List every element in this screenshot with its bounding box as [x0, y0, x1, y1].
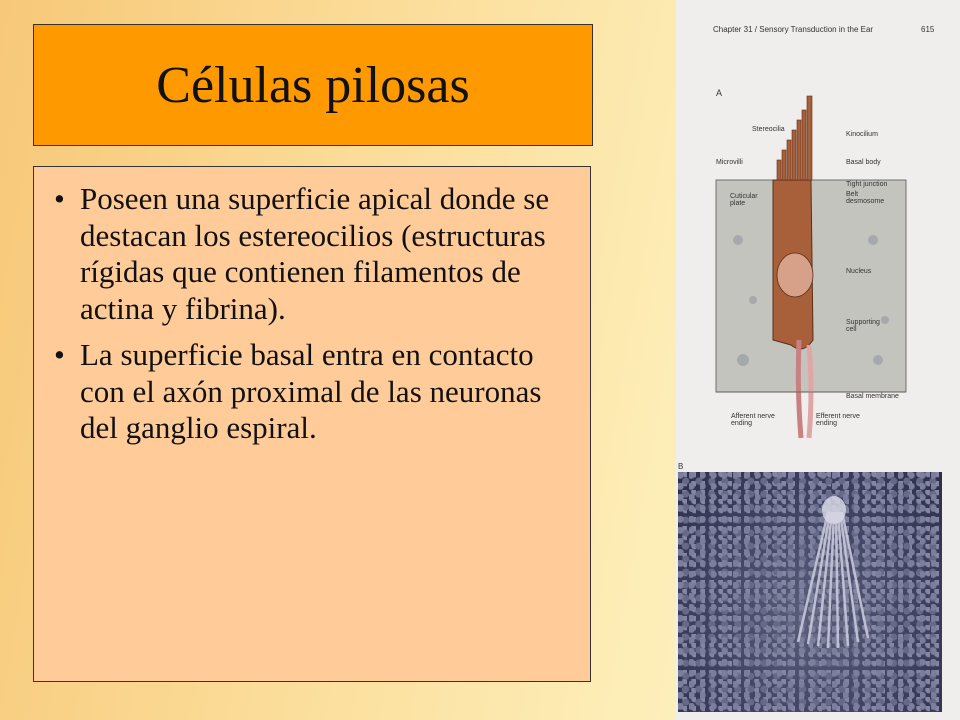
book-header: Chapter 31 / Sensory Transduction in the Ear — [713, 25, 874, 34]
panel-b-letter: B — [678, 462, 684, 471]
label-basal-body: Basal body — [846, 159, 881, 166]
hair-bundle-image — [678, 472, 942, 712]
label-belt-desmosome: Belt desmosome — [846, 191, 885, 205]
label-cuticular-plate: Cuticular plate — [730, 193, 758, 207]
bullet-text: La superficie basal entra en contacto con el axón proximal de las neuronas del ganglio espiral. — [80, 337, 542, 446]
panel-a-letter: A — [716, 88, 723, 98]
label-efferent-nerve: Efferent nerve ending — [816, 413, 860, 427]
label-kinocilium: Kinocilium — [846, 131, 878, 138]
label-afferent-nerve: Afferent nerve ending — [731, 413, 775, 427]
slide-title: Células pilosas — [156, 56, 470, 114]
efferent-nerve — [809, 345, 811, 438]
book-page-number: 615 — [921, 25, 935, 34]
label-stereocilia: Stereocilia — [752, 126, 785, 133]
bullet-text: Poseen una superficie apical donde se destacan los estereocilios (estructuras rígidas que contienen filamentos de actina y fibrina). — [80, 181, 550, 326]
bullet-marker: • — [54, 337, 65, 373]
sem-micrograph — [678, 472, 942, 712]
stereocilia-bundle — [777, 96, 812, 180]
afferent-nerve — [798, 340, 801, 438]
label-microvilli: Microvilli — [716, 159, 743, 166]
bullet-marker: • — [54, 181, 65, 216]
label-tight-junction: Tight junction — [846, 181, 888, 188]
content-box — [33, 166, 591, 682]
label-basal-membrane: Basal membrane — [846, 393, 899, 400]
bullet-item — [54, 181, 570, 327]
label-supporting-cell: Supporting cell — [846, 319, 880, 333]
bullet-item — [54, 337, 570, 447]
title-box — [33, 24, 593, 146]
nucleus — [777, 253, 813, 297]
bullet-list — [54, 181, 570, 447]
label-nucleus: Nucleus — [846, 268, 872, 275]
hair-cell-diagram — [713, 90, 913, 440]
